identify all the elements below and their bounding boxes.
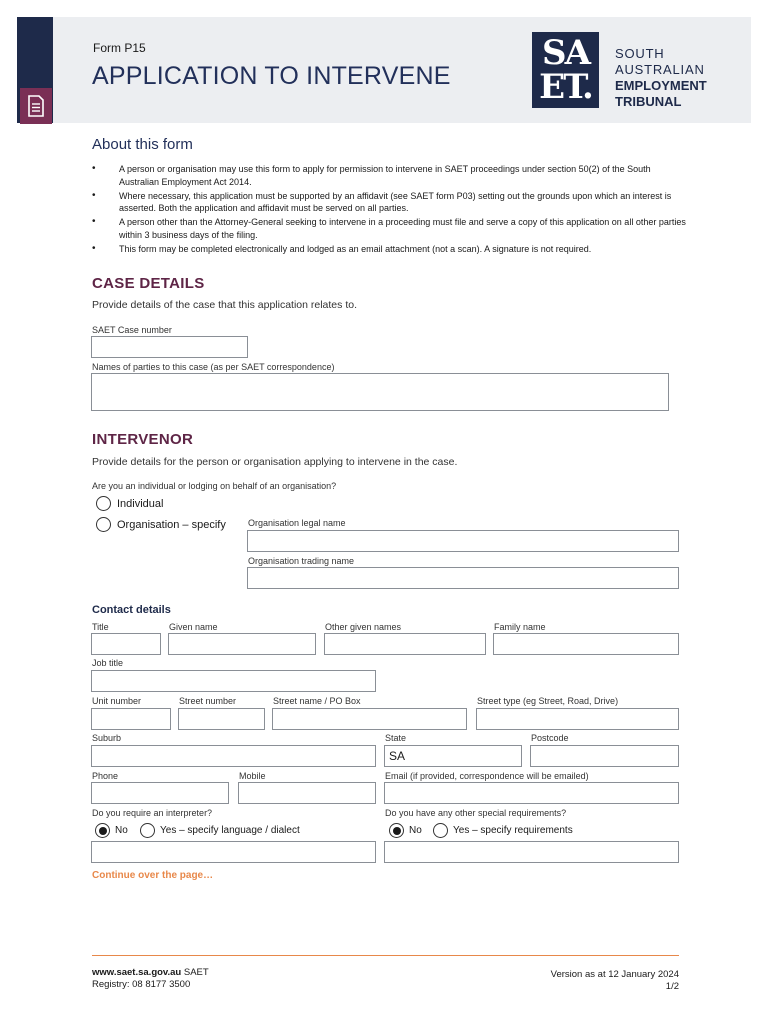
individual-radio[interactable] [96, 496, 111, 511]
document-icon [20, 88, 52, 124]
job-title-label: Job title [92, 658, 124, 668]
other-given-names-input[interactable] [324, 633, 486, 655]
postcode-input[interactable] [530, 745, 679, 767]
intervenor-type-question: Are you an individual or lodging on behalf of an organisation? [92, 481, 337, 491]
interpreter-no-label: No [115, 825, 128, 836]
organisation-label: Organisation – specify [117, 519, 226, 531]
logo-mark-line1: SA [542, 33, 589, 73]
street-number-label: Street number [179, 696, 237, 706]
special-yes-radio[interactable] [433, 823, 448, 838]
phone-label: Phone [92, 771, 119, 781]
title-input[interactable] [91, 633, 161, 655]
interpreter-yes-label: Yes – specify language / dialect [160, 825, 300, 836]
interpreter-question: Do you require an interpreter? [92, 808, 213, 818]
footer-page-number: 1/2 [665, 981, 679, 992]
form-number: Form P15 [93, 41, 146, 55]
individual-label: Individual [117, 498, 164, 510]
about-bullet: • This form may be completed electronically and lodged as an email attachment (not a scan). A signature is not required. [92, 243, 692, 256]
logo-line3: EMPLOYMENT [615, 78, 707, 93]
street-name-input[interactable] [272, 708, 467, 730]
interpreter-language-input[interactable] [91, 841, 376, 863]
continue-note: Continue over the page… [92, 870, 214, 881]
special-requirements-question: Do you have any other special requirements? [385, 808, 567, 818]
case-number-label: SAET Case number [92, 325, 172, 335]
page-title: APPLICATION TO INTERVENE [92, 62, 451, 90]
contact-heading: Contact details [92, 604, 171, 616]
logo-line2: AUSTRALIAN [615, 62, 705, 77]
email-label: Email (if provided, correspondence will be emailed) [385, 771, 589, 781]
about-bullets [92, 163, 692, 257]
street-name-label: Street name / PO Box [273, 696, 361, 706]
about-bullet: • A person other than the Attorney-General seeking to intervene in a proceeding must file and serve a copy of this application on all other parties within 3 business days of the filing. [92, 216, 692, 241]
interpreter-yes-radio[interactable] [140, 823, 155, 838]
unit-number-label: Unit number [92, 696, 142, 706]
state-label: State [385, 733, 407, 743]
title-label: Title [92, 622, 109, 632]
logo-line4: TRIBUNAL [615, 94, 682, 109]
case-number-input[interactable] [91, 336, 248, 358]
case-details-subtitle: Provide details of the case that this application relates to. [92, 299, 357, 311]
parties-input[interactable] [91, 373, 669, 411]
special-no-label: No [409, 825, 422, 836]
org-trading-name-label: Organisation trading name [248, 556, 355, 566]
special-yes-label: Yes – specify requirements [453, 825, 573, 836]
mobile-label: Mobile [239, 771, 266, 781]
job-title-input[interactable] [91, 670, 376, 692]
family-name-label: Family name [494, 622, 546, 632]
state-input[interactable]: SA [384, 745, 522, 767]
footer-registry: Registry: 08 8177 3500 [92, 979, 191, 990]
footer-org: SAET [183, 967, 209, 978]
about-bullet: • A person or organisation may use this form to apply for permission to intervene in SAET proceedings under section 50(2) of the South Australian Employment Act 2014. [92, 163, 692, 188]
suburb-input[interactable] [91, 745, 376, 767]
phone-input[interactable] [91, 782, 229, 804]
interpreter-no-radio[interactable] [95, 823, 110, 838]
logo-line1: SOUTH [615, 46, 665, 61]
mobile-input[interactable] [238, 782, 376, 804]
org-trading-name-input[interactable] [247, 567, 679, 589]
organisation-radio[interactable] [96, 517, 111, 532]
footer-contact [92, 967, 209, 991]
given-name-label: Given name [169, 622, 218, 632]
special-no-radio[interactable] [389, 823, 404, 838]
org-legal-name-label: Organisation legal name [248, 518, 346, 528]
family-name-input[interactable] [493, 633, 679, 655]
case-details-heading: CASE DETAILS [92, 275, 205, 292]
logo-mark-line2: ET. [539, 67, 592, 107]
given-name-input[interactable] [168, 633, 316, 655]
footer-divider [92, 955, 679, 956]
street-number-input[interactable] [178, 708, 265, 730]
footer-version: Version as at 12 January 2024 [550, 969, 679, 980]
street-type-label: Street type (eg Street, Road, Drive) [477, 696, 619, 706]
postcode-label: Postcode [531, 733, 569, 743]
org-legal-name-input[interactable] [247, 530, 679, 552]
about-heading: About this form [92, 136, 193, 153]
footer-version-block [480, 969, 679, 993]
intervenor-heading: INTERVENOR [92, 431, 194, 448]
suburb-label: Suburb [92, 733, 122, 743]
footer-website-link[interactable]: www.saet.sa.gov.au [92, 967, 182, 978]
saet-logo [532, 32, 599, 108]
about-bullet: • Where necessary, this application must be supported by an affidavit (see SAET form P03) setting out the grounds upon which an interest is asserted. Both the application and affidavit must be served on all parties. [92, 190, 692, 215]
parties-label: Names of parties to this case (as per SAET correspondence) [92, 362, 335, 372]
street-type-input[interactable] [476, 708, 679, 730]
email-input[interactable] [384, 782, 679, 804]
special-requirements-input[interactable] [384, 841, 679, 863]
logo-wordmark [615, 46, 707, 110]
other-given-names-label: Other given names [325, 622, 402, 632]
unit-number-input[interactable] [91, 708, 171, 730]
intervenor-subtitle: Provide details for the person or organisation applying to intervene in the case. [92, 456, 458, 468]
